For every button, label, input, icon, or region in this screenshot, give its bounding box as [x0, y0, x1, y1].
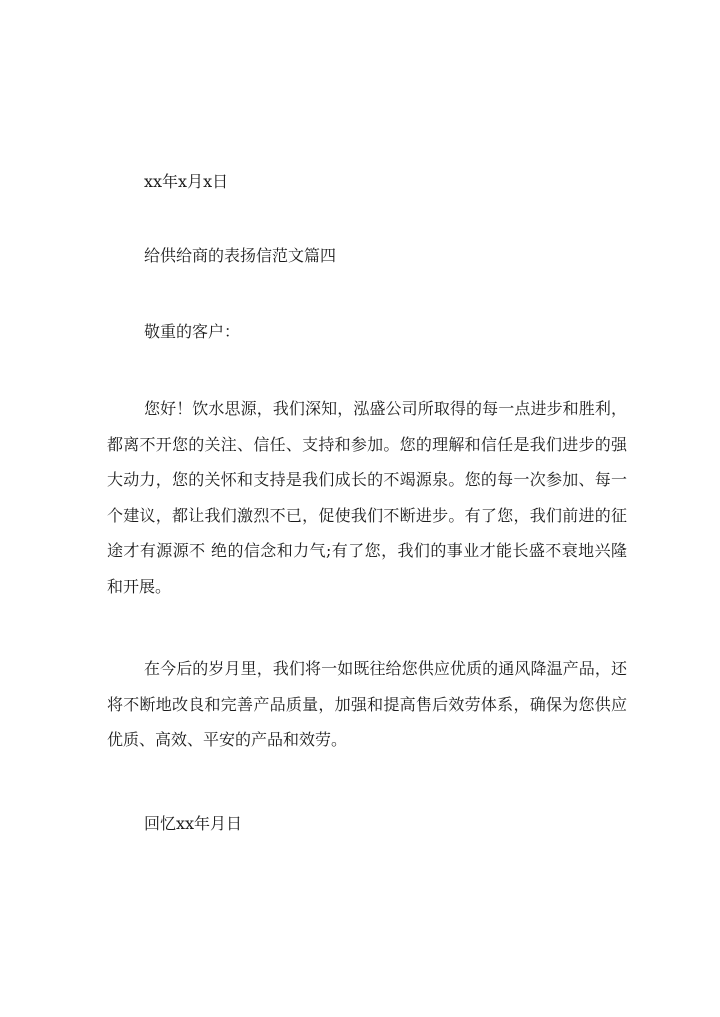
letter-heading: 给供给商的表扬信范文篇四	[144, 246, 337, 265]
salutation: 敬重的客户：	[144, 322, 241, 341]
body-paragraph-1: 您好！饮水思源，我们深知，泓盛公司所取得的每一点进步和胜利，都离不开您的关注、信任、支持和参加。您的理解和信任是我们进步的强大动力，您的关怀和支持是我们成长的不竭源泉。您的每一次参加、每一个建议，都让我们激烈不已，促使我们不断进步。有了您，我们前进的征途才有源源不 绝的信念和力气;有了您，我们的事业才能长盛不衰地兴隆和开展。	[107, 399, 627, 596]
body-paragraph-2: 在今后的岁月里，我们将一如既往给您供应优质的通风降温产品，还将不断地改良和完善产品质量，加强和提高售后效劳体系，确保为您供应优质、高效、平安的产品和效劳。	[107, 659, 627, 749]
closing-line: 回忆xx年月日	[144, 814, 243, 833]
date-line: xx年x月x日	[144, 172, 229, 191]
